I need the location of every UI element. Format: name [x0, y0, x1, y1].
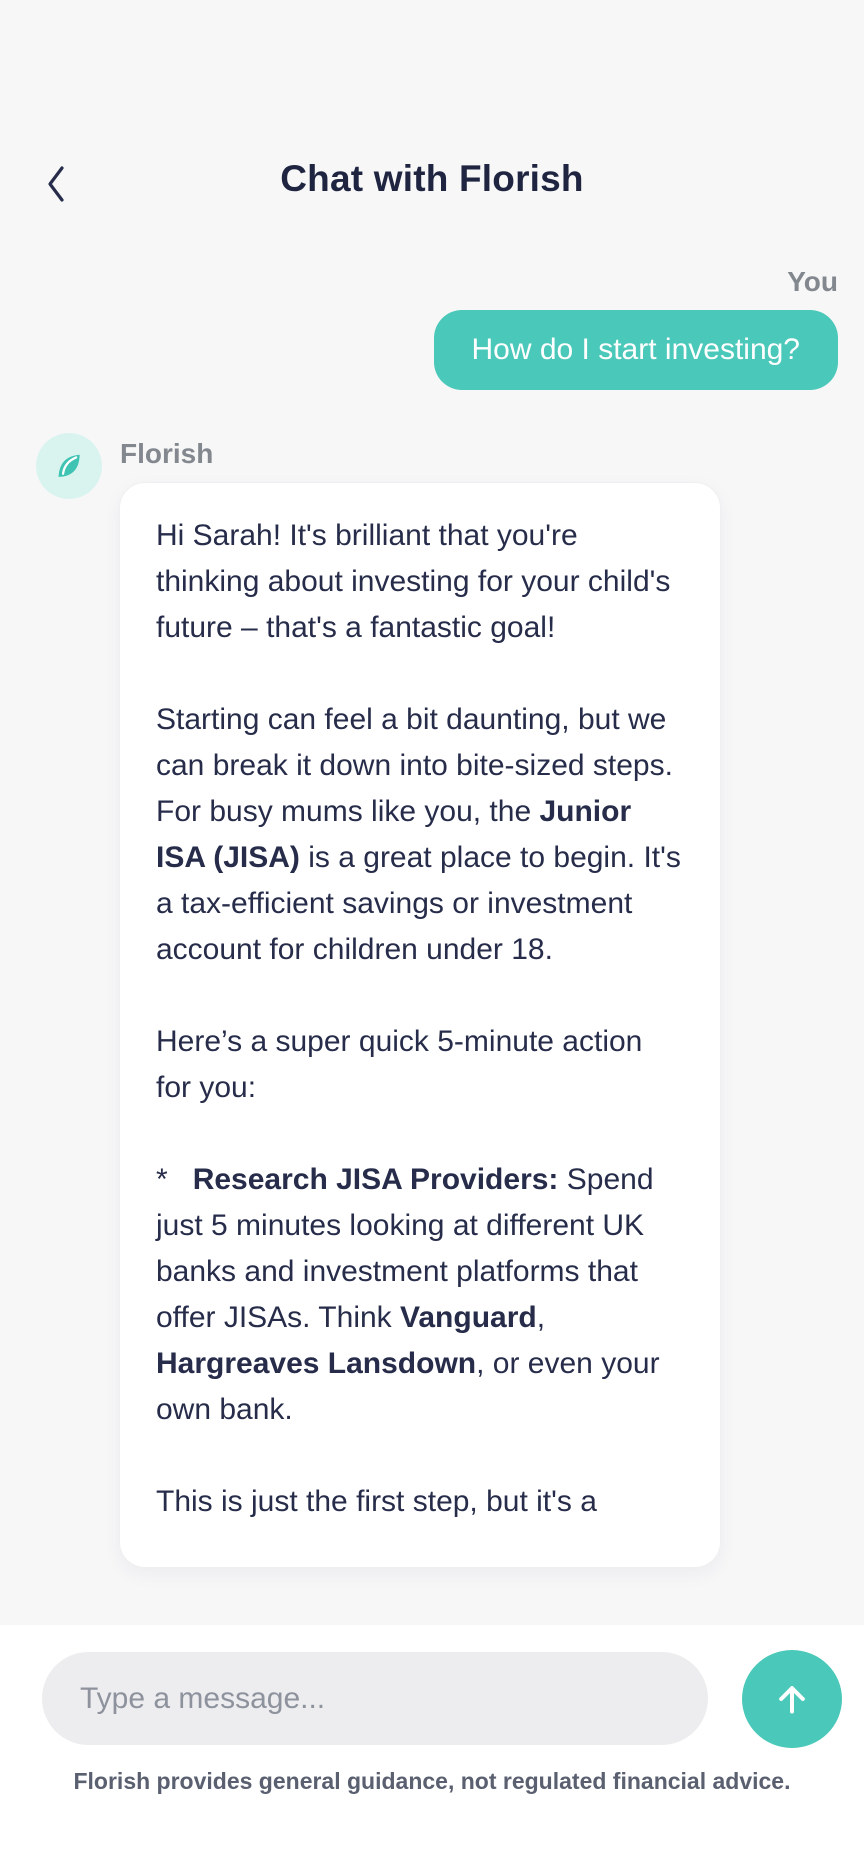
send-button[interactable]: [742, 1650, 842, 1748]
composer-bar: [0, 1625, 864, 1872]
leaf-icon: [50, 447, 88, 485]
bot-message-card: [119, 482, 721, 1568]
bot-sender-label: Florish: [120, 438, 214, 469]
message-input[interactable]: [42, 1652, 708, 1745]
page-title: Chat with Florish: [280, 158, 584, 199]
florish-avatar: [36, 433, 102, 499]
user-sender-label: You: [787, 266, 838, 297]
bot-message-text: Hi Sarah! It's brilliant that you're thinking about investing for your child's future – that's a fantastic goal! Starting can feel a bit daunting, but we can break it down into bite-sized steps. For busy mums like you, the Junior ISA (JISA) is a great place to begin. It's a tax-efficient savings or investment account for children under 18. Here’s a super quick 5-minute action for you: * Research JISA Providers: Spend just 5 minutes looking at different UK banks and investment platforms that offer JISAs. Think Vanguard, Hargreaves Lansdown, or even your own bank. This is just the first step, but it's a: [156, 519, 690, 1518]
arrow-up-icon: [772, 1679, 812, 1719]
user-message-bubble: How do I start investing?: [434, 310, 839, 390]
disclaimer-text: Florish provides general guidance, not regulated financial advice.: [73, 1768, 791, 1794]
